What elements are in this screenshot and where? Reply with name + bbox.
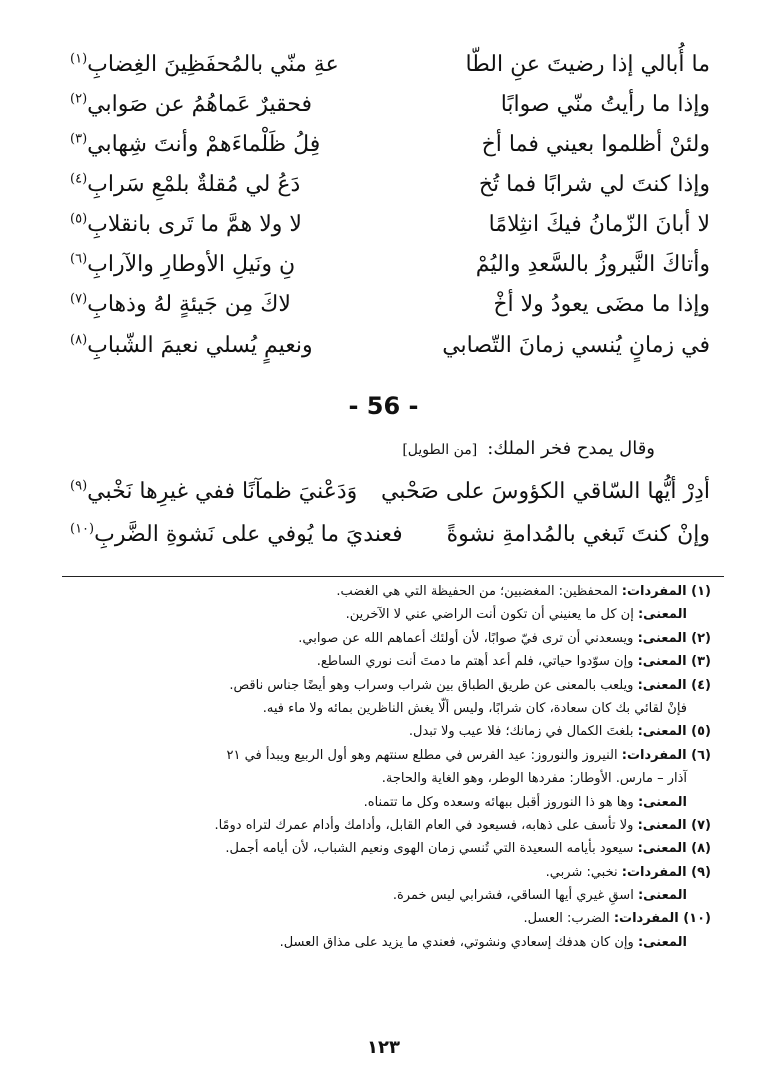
verse-7	[70, 290, 710, 320]
footnote-line: المعنى: إن كل ما يعنيني أن تكون أنت الراضي عني لا الآخرين.	[345, 607, 687, 623]
footnote-line: (٧) المعنى: ولا تأسف على ذهابه، فسيعود في العام القابل، وأدامك وأدام عمرك لتراه دومًا.	[214, 817, 711, 833]
footnote-ref: (٧)	[70, 291, 88, 307]
verse-6	[70, 250, 710, 280]
footnote-line: (٦) المفردات: النيروز والنوروز: عيد الفرس في مطلع سنتهم وهو أول الربيع ويبدأ في ٢١	[226, 747, 711, 763]
footnote-line: (٣) المعنى: وإن سوّدوا حياتي، فلم أعد أهتم ما دمتَ أنت نوري الساطع.	[316, 654, 711, 670]
hemistich-first: في زمانٍ يُنسي زمانَ التّصابي	[442, 333, 710, 358]
hemistich-first: وأتاكَ النَّيروزُ بالسَّعدِ واليُمْ	[475, 252, 710, 277]
footnote-ref: (١)	[70, 51, 88, 67]
footnote-ref: (١٠)	[70, 521, 95, 537]
hemistich-first: وإنْ كنتَ تَبغي بالمُدامةِ نشوةً	[446, 522, 710, 547]
footnote-ref: (٣)	[70, 131, 88, 147]
footnote-line: فإنْ لقائي بك كان سعادة، كان شرابًا، وليس ألّا يغش الناظرين بمائه ولا ماء فيه.	[262, 700, 687, 716]
footnote-line: (١) المفردات: المحفظين: المغضبين؛ من الحفيظة التي هي الغضب.	[336, 584, 711, 599]
hemistich-second: لا ولا همَّ ما تَرى بانقلابِ$^{(٥)}$	[70, 211, 302, 237]
footnote-line: (٩) المفردات: نخبي: شربي.	[545, 864, 711, 880]
verse-5	[70, 210, 710, 240]
intro-text: وقال يمدح فخر الملك:	[487, 438, 655, 459]
footnote-line: (٢) المعنى: ويسعدني أن ترى فيّ صوابًا، لأن أولئك أعماهم الله عن صوابي.	[298, 630, 711, 646]
footnote-line: آذار – مارس. الأوطار: مفردها الوطر، وهو الغاية والحاجة.	[381, 771, 687, 787]
footnote-line: المعنى: اسقِ غيري أيها الساقي، فشرابي ليس خمرة.	[392, 888, 687, 904]
verse-10	[70, 520, 710, 550]
verse-2	[70, 90, 710, 120]
verse-9	[70, 477, 710, 507]
hemistich-second: دَعُ لي مُقلةٌ بلمْعِ سَرابِ$^{(٤)}$	[70, 171, 301, 197]
footnote-ref: (٥)	[70, 211, 88, 227]
hemistich-first: وإذا ما مضَى يعودُ ولا أخْ	[493, 292, 710, 317]
footnote-line: (٨) المعنى: سيعود بأيامه السعيدة التي تُنسي زمان الهوى ونعيم الشباب، لأن أيامه أجمل.	[225, 841, 711, 857]
hemistich-second: عةِ منّي بالمُحفَظِينَ الغِضابِ$^{(١)}$	[70, 51, 339, 77]
footnote-ref: (٨)	[70, 332, 88, 348]
hemistich-second: فعنديَ ما يُوفي على نَشوةِ الضَّربِ$^{(١٠)}$	[70, 521, 403, 547]
hemistich-second: نِ ونَيلِ الأوطارِ والآرابِ$^{(٦)}$	[70, 251, 296, 277]
verse-8	[70, 331, 710, 361]
hemistich-first: ولئنْ أظلموا بعيني فما أخ	[481, 132, 710, 157]
meter-label: [من الطويل]	[402, 442, 478, 458]
hemistich-first: لا أبانَ الزّمانُ فيكَ انثِلامًا	[488, 212, 710, 237]
hemistich-first: ما أُبالي إذا رضيتَ عنِ الطّا	[465, 52, 710, 77]
hemistich-first: وإذا ما رأيتُ منّي صوابًا	[500, 92, 710, 117]
footnote-line: (٤) المعنى: ويلعب بالمعنى عن طريق الطباق بين شراب وسراب وهو أيضًا جناس ناقص.	[229, 677, 711, 693]
footnote-ref: (٢)	[70, 91, 88, 107]
verse-3	[70, 130, 710, 160]
hemistich-second: ونعيمٍ يُسلي نعيمَ الشّبابِ$^{(٨)}$	[70, 332, 313, 358]
footnote-ref: (٦)	[70, 251, 88, 267]
footnote-divider	[62, 576, 724, 577]
hemistich-first: وإذا كنتَ لي شرابًا فما تُخ	[478, 172, 710, 197]
footnote-line: المعنى: وإن كان هدفك إسعادي ونشوتي، فعندي ما يزيد على مذاق العسل.	[279, 934, 687, 950]
verse-1	[70, 50, 710, 80]
poem-intro	[402, 438, 655, 459]
footnotes	[56, 580, 711, 954]
verse-4	[70, 170, 710, 200]
poem-number: - 56 -	[348, 392, 419, 420]
footnote-ref: (٤)	[70, 171, 88, 187]
hemistich-first: أدِرْ أيُّها السّاقي الكؤوسَ على صَحْبي	[381, 479, 710, 504]
footnote-line: (٥) المعنى: بلغتَ الكمال في زمانك؛ فلا عيب ولا تبدل.	[408, 724, 711, 740]
hemistich-second: لاكَ مِن جَيئةٍ لهُ وذهابِ$^{(٧)}$	[70, 291, 291, 317]
hemistich-second: فِلُ ظَلْماءَهمْ وأنتَ شِهابي$^{(٣)}$	[70, 131, 321, 157]
footnote-line: (١٠) المفردات: الضرب: العسل.	[523, 911, 711, 927]
hemistich-second: وَدَعْنيَ ظمآنًا ففي غيرِها نَخْبي$^{(٩)}$	[70, 478, 358, 504]
page-number: ١٢٣	[367, 1037, 400, 1058]
hemistich-second: فحقيرٌ عَماهُمُ عن صَوابي$^{(٢)}$	[70, 91, 313, 117]
footnote-ref: (٩)	[70, 478, 88, 494]
footnote-line: المعنى: وها هو ذا النوروز أقبل ببهائه وسعده وكل ما تتمناه.	[363, 794, 687, 810]
